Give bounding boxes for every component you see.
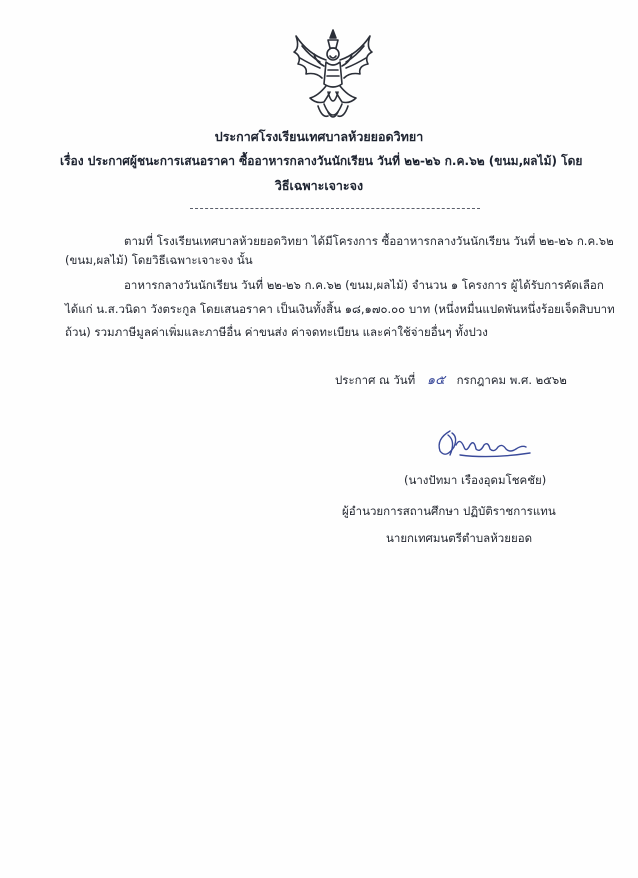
date-suffix: กรกฎาคม พ.ศ. ๒๕๖๒ [456, 373, 567, 387]
paragraph-1-line-1: ตามที่ โรงเรียนเทศบาลห้วยยอดวิทยา ได้มีโครงการ ซื้ออาหารกลางวันนักเรียน วันที่ ๒๒-๒๖ ก.ค.๖๒ [124, 234, 614, 248]
announcement-date [335, 372, 567, 389]
handwritten-day: ๑๕ [426, 373, 445, 388]
garuda-emblem-icon [288, 26, 378, 130]
signatory-position: ผู้อำนวยการสถานศึกษา ปฏิบัติราชการแทน [342, 504, 556, 518]
signatory-authority: นายกเทศมนตรีตำบลห้วยยอด [386, 531, 533, 545]
announcement-title: ประกาศโรงเรียนเทศบาลห้วยยอดวิทยา [214, 129, 424, 144]
paragraph-2-line-1: อาหารกลางวันนักเรียน วันที่ ๒๒-๒๖ ก.ค.๖๒ (ขนม,ผลไม้) จำนวน ๑ โครงการ ผู้ได้รับการคัดเลือก [124, 278, 604, 292]
signatory-name: (นางปัทมา เรืองอุดมโชคชัย) [404, 473, 547, 487]
paragraph-2-line-3: ถ้วน) รวมภาษีมูลค่าเพิ่มและภาษีอื่น ค่าขนส่ง ค่าจดทะเบียน และค่าใช้จ่ายอื่นๆ ทั้งปวง [65, 325, 488, 339]
paragraph-2-line-2: ได้แก่ น.ส.วนิดา วังตระกูล โดยเสนอราคา เป็นเงินทั้งสิ้น ๑๘,๑๗๐.๐๐ บาท (หนึ่งหมื่นแปดพันหนึ่งร้อยเจ็ดสิบบาท [65, 302, 615, 316]
dashed-divider [190, 208, 480, 209]
handwritten-signature-icon [430, 425, 540, 463]
paragraph-1-line-2: (ขนม,ผลไม้) โดยวิธีเฉพาะเจาะจง นั้น [65, 253, 253, 267]
subject-line-continued: วิธีเฉพาะเจาะจง [274, 178, 364, 193]
date-prefix: ประกาศ ณ วันที่ [335, 373, 416, 387]
subject-line: เรื่อง ประกาศผู้ชนะการเสนอราคา ซื้ออาหารกลางวันนักเรียน วันที่ ๒๒-๒๖ ก.ค.๖๒ (ขนม,ผลไม้) โดย [60, 154, 583, 168]
